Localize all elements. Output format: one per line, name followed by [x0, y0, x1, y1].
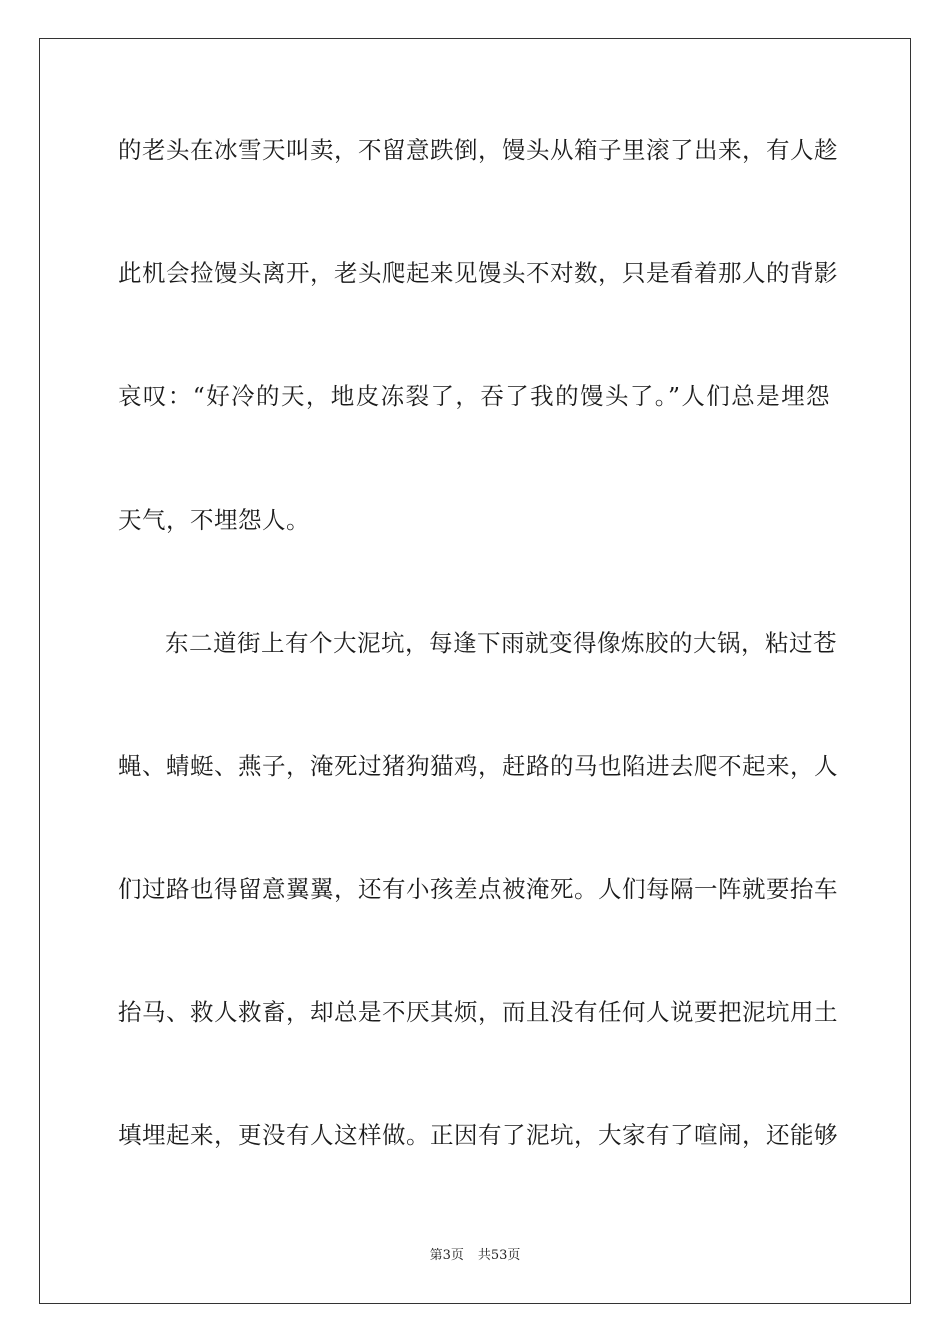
text-line-7: 们过路也得留意翼翼，还有小孩差点被淹死。人们每隔一阵就要抬车 — [118, 875, 838, 903]
page-footer — [0, 1247, 950, 1265]
text-line-3: 哀叹：“好冷的天，地皮冻裂了，吞了我的馒头了。”人们总是埋怨 — [118, 382, 830, 410]
text-line-9: 填埋起来，更没有人这样做。正因有了泥坑，大家有了喧闹，还能够 — [118, 1121, 838, 1149]
page-total: 共53页 — [477, 1248, 521, 1263]
text-line-1: 的老头在冰雪天叫卖，不留意跌倒，馒头从箱子里滚了出来，有人趁 — [118, 136, 838, 164]
page-border — [39, 38, 911, 1304]
text-line-4: 天气，不埋怨人。 — [118, 506, 310, 534]
text-line-2: 此机会捡馒头离开，老头爬起来见馒头不对数，只是看着那人的背影 — [118, 259, 838, 287]
text-line-5: 东二道街上有个大泥坑，每逢下雨就变得像炼胶的大锅，粘过苍 — [165, 629, 837, 657]
page-number: 第3页 — [429, 1248, 464, 1263]
text-line-8: 抬马、救人救畜，却总是不厌其烦，而且没有任何人说要把泥坑用土 — [118, 998, 838, 1026]
text-line-6: 蝇、蜻蜓、燕子，淹死过猪狗猫鸡，赶路的马也陷进去爬不起来，人 — [118, 752, 838, 780]
